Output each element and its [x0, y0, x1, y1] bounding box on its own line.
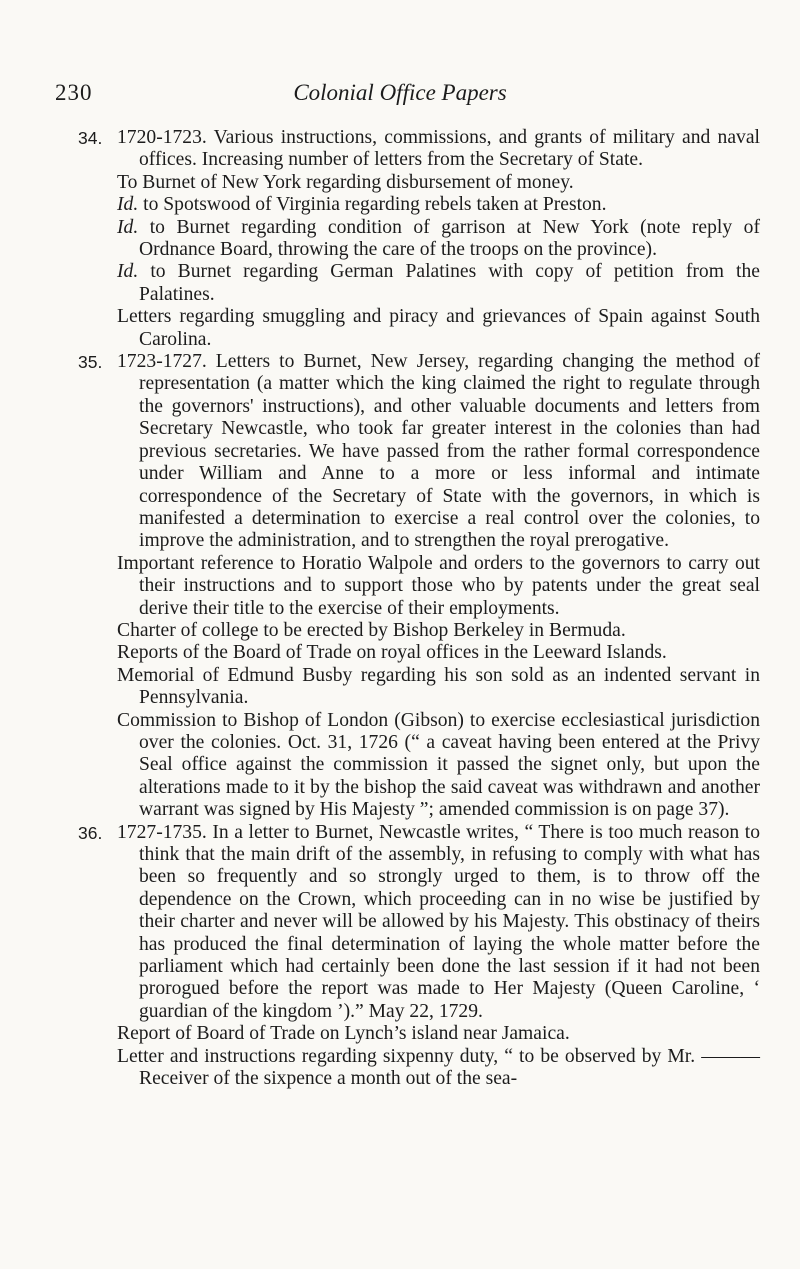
- entry-paragraph: 1727-1735. In a letter to Burnet, Newcastle writes, “ There is too much reason to think that the main drift of the assembly, in refusing to comply with what has been so frequently and so strongly urged to them, is to throw off the dependence on the Crown, which proceeding can in no wise be justified by their charter and never will be allowed by his Majesty. This obstinacy of theirs has produced the final determination of laying the whole matter before the parliament which had certainly been done the last session if it had not been prorogued before the report was made to Her Majesty (Queen Caroline, ‘ guardian of the kingdom ’).” May 22, 1729.: [117, 821, 760, 1022]
- entry-paragraph: Id. to Burnet regarding German Palatines with copy of petition from the Palatines.: [117, 261, 760, 305]
- entry-number: 34.: [78, 128, 103, 148]
- entry-paragraph: Report of Board of Trade on Lynch’s island near Jamaica.: [117, 1023, 570, 1045]
- entry-paragraph: Reports of the Board of Trade on royal offices in the Leeward Islands.: [117, 642, 667, 664]
- entry-paragraph: Charter of college to be erected by Bishop Berkeley in Bermuda.: [117, 619, 626, 641]
- ibid-abbreviation: Id.: [117, 216, 139, 238]
- entry-paragraph: 1720-1723. Various instructions, commissions, and grants of military and naval offices. Increasing number of letters from the Secretary of State.: [117, 127, 760, 171]
- entry-paragraph: Letter and instructions regarding sixpenny duty, “ to be observed by Mr. ——— Receiver of the sixpence a month out of the sea-: [117, 1045, 760, 1090]
- entry-36: [78, 821, 760, 1091]
- page-number: 230: [55, 80, 93, 105]
- entry-paragraph: Id. to Spotswood of Virginia regarding rebels taken at Preston.: [117, 194, 607, 216]
- page-body: [78, 127, 760, 1090]
- running-head: [0, 80, 800, 114]
- entry-paragraph: 1723-1727. Letters to Burnet, New Jersey, regarding changing the method of representation (a matter which the king claimed the right to regulate through the governors' instructions), and other valuable documents and letters from Secretary Newcastle, who took far greater interest in the colonies than had previous secretaries. We have passed from the rather formal correspondence under William and Anne to a more or less informal and intimate correspondence of the Secretary of State with the governors, in which is manifested a determination to exercise a real control over the colonies, to improve the administration, and to strengthen the royal prerogative.: [117, 351, 760, 552]
- entry-paragraph: Id. to Burnet regarding condition of garrison at New York (note reply of Ordnance Board, throwing the care of the troops on the province).: [117, 216, 760, 261]
- entry-number: 36.: [78, 822, 103, 843]
- entry-paragraph: Commission to Bishop of London (Gibson) to exercise ecclesiastical jurisdiction over the colonies. Oct. 31, 1726 (“ a caveat having been entered at the Privy Seal office against the commission it passed the signet only, but upon the alterations made to it by the bishop the said caveat was withdrawn and another warrant was signed by His Majesty ”; amended commission is on page 37).: [117, 709, 760, 821]
- entry-paragraph: Letters regarding smuggling and piracy and grievances of Spain against South Carolina.: [117, 306, 760, 350]
- entry-number: 35.: [78, 352, 103, 373]
- entry-paragraph: To Burnet of New York regarding disbursement of money.: [117, 171, 574, 193]
- running-title: Colonial Office Papers: [293, 80, 507, 105]
- entry-paragraph: Important reference to Horatio Walpole and orders to the governors to carry out their instructions and to support those who by patents under the great seal derive their title to the exercise of their employments.: [117, 552, 760, 619]
- ibid-abbreviation: Id.: [117, 261, 139, 283]
- ibid-abbreviation: Id.: [117, 194, 139, 216]
- entry-34: [78, 127, 760, 351]
- entry-35: [78, 351, 760, 822]
- entry-paragraph: Memorial of Edmund Busby regarding his son sold as an indented servant in Pennsylvania.: [117, 664, 760, 709]
